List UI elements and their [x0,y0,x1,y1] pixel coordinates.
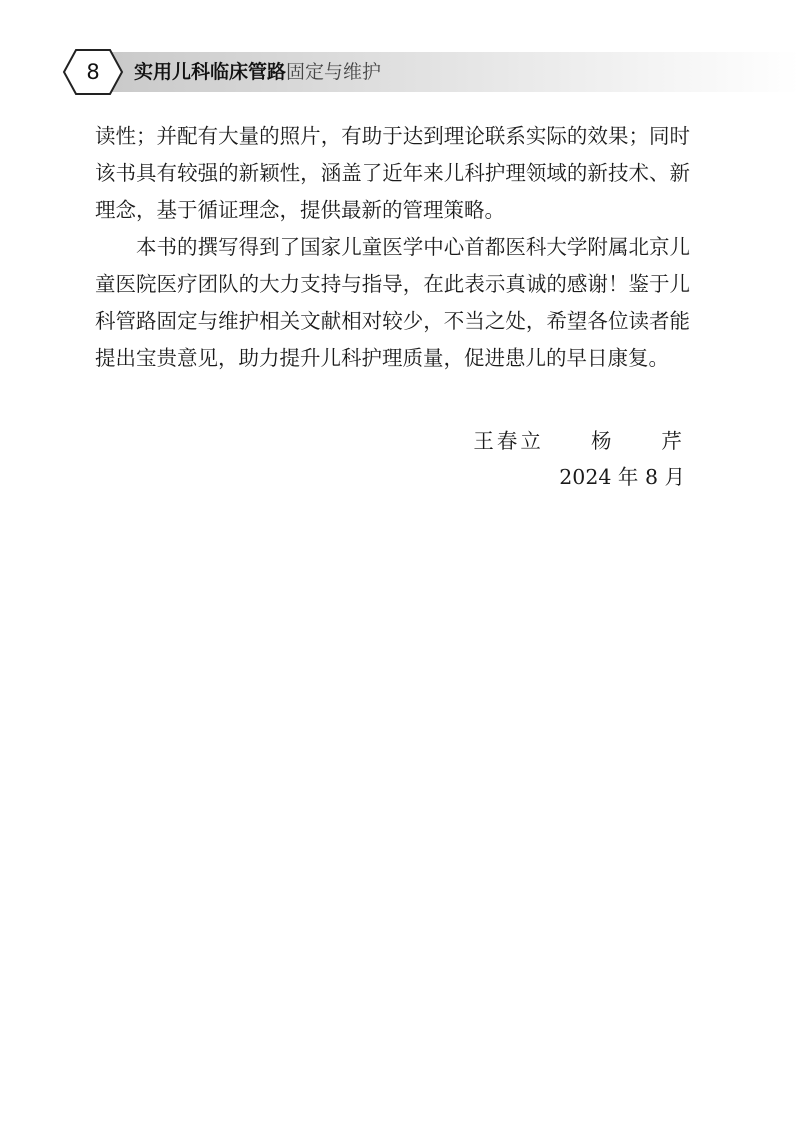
book-title [134,52,381,92]
page-number-badge [62,48,124,96]
paragraph-1: 读性；并配有大量的照片，有助于达到理论联系实际的效果；同时该书具有较强的新颖性，涵盖了近年来儿科护理领域的新技术、新理念，基于循证理念，提供最新的管理策略。 [95,124,690,222]
page-number: 8 [86,60,100,84]
book-title-bold: 实用儿科临床管路 [134,61,287,83]
running-header [62,48,800,96]
paragraph-2: 本书的撰写得到了国家儿童医学中心首都医科大学附属北京儿童医院医疗团队的大力支持与指导，在此表示真诚的感谢！鉴于儿科管路固定与维护相关文献相对较少，不当之处，希望各位读者能提出宝贵意见，助力提升儿科护理质量，促进患儿的早日康复。 [95,235,690,370]
signature-block [473,423,685,495]
book-title-light: 固定与维护 [286,61,382,83]
author-names: 王春立 杨 芹 [473,429,685,453]
signature-date: 2024 年 8 月 [559,465,685,489]
body-text [95,118,690,377]
